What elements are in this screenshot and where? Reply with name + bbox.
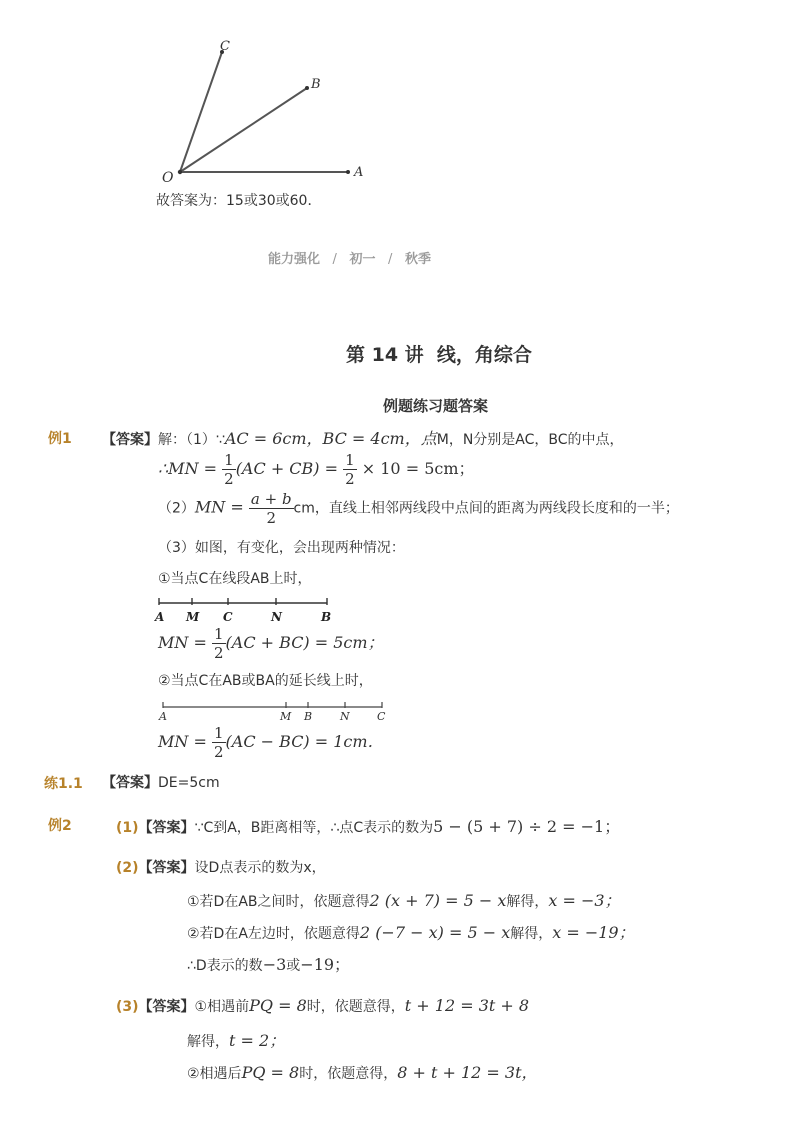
q2-line1-expr: 2 (x + 7) = 5 − x [369, 891, 507, 910]
case1-text: ①当点C在线段AB上时， [158, 571, 312, 587]
question-number: (1) [116, 820, 139, 836]
angle-figure [150, 30, 380, 190]
segment-diagram-2 [150, 698, 400, 724]
ex2-q2 [116, 857, 326, 877]
q3-line1-text: 时，依题意得， [306, 999, 405, 1015]
part-number: （2） [158, 500, 195, 517]
equation-part: (AC + CB) = [235, 459, 344, 478]
question-number: (3) [116, 999, 139, 1015]
ex1-line1 [102, 426, 624, 449]
breadcrumb-b: 初一 [349, 252, 376, 267]
ex1-text: M，N分别是 [436, 432, 516, 448]
q3-line2 [187, 1028, 285, 1051]
q2-line3 [187, 952, 350, 975]
fraction-den: 2 [213, 644, 224, 662]
answer-tag: 【答案】 [138, 860, 195, 876]
fraction-num: 1 [213, 724, 224, 742]
seg2-label-n: N [340, 710, 350, 723]
fraction-den: 2 [213, 743, 224, 761]
q2-line3-value: −19； [300, 955, 351, 974]
q2-line3-text: 或 [286, 958, 301, 974]
label-b: B [311, 77, 321, 92]
fraction [249, 490, 294, 527]
answer-tag: 【答案】 [102, 775, 158, 791]
equation-part: ∴MN = [158, 459, 223, 478]
q3-line2-result: t = 2； [229, 1031, 286, 1050]
fraction-den: 2 [345, 470, 355, 488]
practice-label: 练1.1 [44, 776, 83, 792]
equation-part: MN = [158, 633, 212, 652]
fraction [222, 451, 236, 488]
q1-text: ∵C到A，B距离相等，∴点C表示的数为 [194, 820, 434, 836]
seg2-label-b: B [304, 710, 313, 723]
segment-diagram-1 [150, 592, 350, 626]
q2-line2-result: x = −19； [552, 923, 635, 942]
ex1-line2 [158, 451, 475, 488]
q2-text: 设D点表示的数为x， [194, 860, 326, 876]
case1-equation [158, 625, 384, 662]
seg2-label-a: A [159, 710, 167, 723]
seg2-label-c: C [377, 710, 386, 723]
q3-line2-text: 解得， [187, 1034, 229, 1050]
answer-tag: 【答案】 [102, 432, 158, 448]
case2-equation [158, 724, 384, 761]
fraction-num: a + b [250, 490, 292, 508]
label-o: O [162, 170, 174, 186]
ex1-math: BC = 4cm，点 [322, 429, 437, 448]
q3-line1-expr: PQ = 8 [249, 996, 307, 1015]
seg1-label-c: C [223, 610, 233, 624]
ex2-q1 [116, 814, 620, 837]
equation-part: MN = [194, 497, 249, 517]
ex1-intro: 解：（1）∵ [158, 432, 225, 448]
q3-line3 [187, 1060, 538, 1083]
q2-line1-text: 解得， [506, 894, 549, 910]
q2-line3-text: ∴D表示的数 [187, 958, 263, 974]
q3-line3-expr: PQ = 8 [241, 1063, 300, 1082]
q2-line3-value: −3 [262, 955, 287, 974]
ex1-part3: （3）如图，有变化，会出现两种情况： [158, 540, 405, 556]
equation-part: × 10 = 5cm； [356, 459, 475, 478]
breadcrumb-sep: / [332, 252, 337, 267]
seg1-label-a: A [155, 610, 165, 624]
fraction-num: 1 [345, 451, 355, 469]
breadcrumb-sep: / [388, 252, 393, 267]
equation-part: MN = [158, 732, 212, 751]
question-number: (2) [116, 860, 139, 876]
breadcrumb-c: 秋季 [404, 252, 431, 267]
q2-line2-expr: 2 (−7 − x) = 5 − x [359, 923, 511, 942]
ex1-text: AC，BC的中点， [515, 432, 624, 448]
breadcrumb-a: 能力强化 [268, 252, 321, 267]
breadcrumb [268, 248, 431, 267]
label-a: A [354, 165, 364, 180]
example-label: 例1 [48, 431, 72, 447]
q3-line3-equation: 8 + t + 12 = 3t， [397, 1063, 538, 1082]
fraction-den: 2 [266, 509, 276, 527]
practice-answer [102, 772, 220, 792]
q2-line2-text: ②若D在A左边时，依题意得 [187, 926, 360, 942]
label-c: C [220, 39, 230, 54]
fraction-num: 1 [224, 451, 234, 469]
fraction [343, 451, 357, 488]
q2-line1-text: ①若D在AB之间时，依题意得 [187, 894, 370, 910]
q3-line1-equation: t + 12 = 3t + 8 [404, 996, 530, 1015]
q3-line3-text: ②相遇后 [187, 1066, 242, 1082]
answer-tag: 【答案】 [138, 820, 195, 836]
part2-conclusion: cm，直线上相邻两线段中点间的距离为两线段长度和的一半； [293, 500, 679, 517]
fraction [212, 625, 226, 662]
previous-answer: 故答案为：15或30或60． [156, 193, 322, 209]
fraction-den: 2 [224, 470, 234, 488]
q2-line1-result: x = −3； [548, 891, 621, 910]
answer-tag: 【答案】 [138, 999, 195, 1015]
ex2-q3 [116, 996, 529, 1016]
fraction [212, 724, 226, 761]
q2-line2 [187, 920, 635, 943]
q2-line1 [187, 888, 621, 911]
q3-line1-text: ①相遇前 [194, 999, 250, 1015]
case2-text: ②当点C在AB或BA的延长线上时， [158, 673, 373, 689]
lecture-title: 第 14 讲 线，角综合 [346, 344, 532, 366]
q2-line2-text: 解得， [510, 926, 553, 942]
section-title: 例题练习题答案 [383, 397, 489, 415]
seg1-label-m: M [186, 610, 200, 624]
ex1-part2 [158, 490, 679, 527]
q1-expression: 5 − (5 + 7) ÷ 2 = −1； [433, 817, 621, 836]
seg1-label-n: N [271, 610, 282, 624]
fraction-num: 1 [213, 625, 224, 643]
seg1-label-b: B [321, 610, 332, 624]
equation-part: (AC + BC) = 5cm； [225, 633, 384, 652]
seg2-label-m: M [280, 710, 292, 723]
q3-line3-text: 时，依题意得， [299, 1066, 398, 1082]
equation-part: (AC − BC) = 1cm． [225, 732, 384, 751]
answer-text: DE=5cm [158, 775, 220, 791]
ex1-math: AC = 6cm， [224, 429, 323, 448]
example-label: 例2 [48, 818, 72, 834]
